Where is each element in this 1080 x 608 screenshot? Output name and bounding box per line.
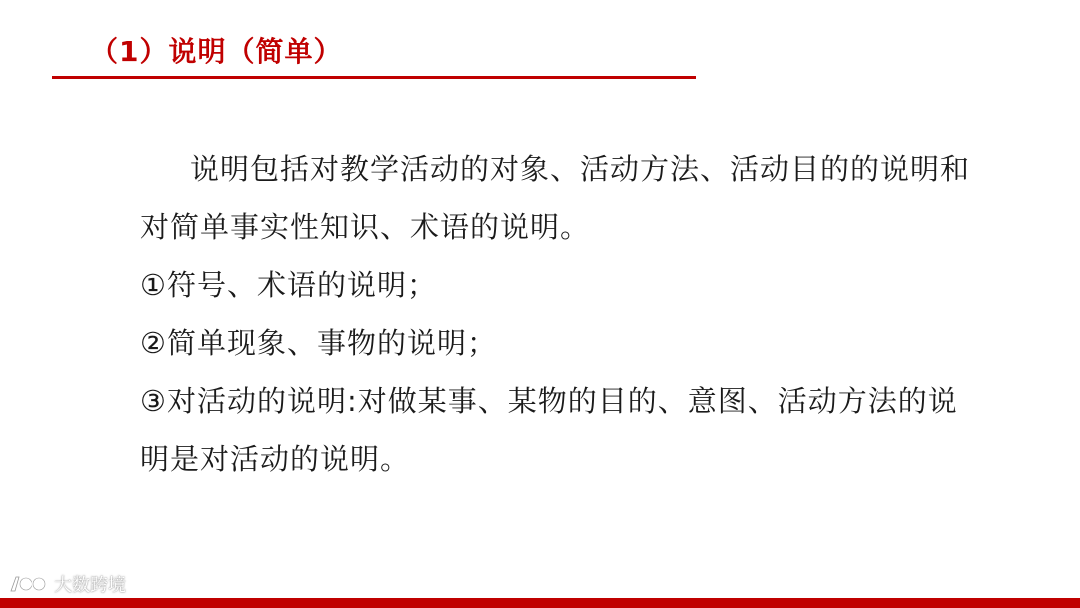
paragraph-intro: 说明包括对教学活动的对象、活动方法、活动目的的说明和对简单事实性知识、术语的说明。	[140, 152, 971, 244]
paragraph-item-3: ③对活动的说明:对做某事、某物的目的、意图、活动方法的说明是对活动的说明。	[140, 384, 958, 476]
watermark	[8, 572, 126, 596]
paragraph-item-2: ②简单现象、事物的说明；	[140, 326, 497, 360]
logo-icon	[8, 573, 48, 595]
slide-body	[140, 140, 970, 488]
paragraph-item-1: ①符号、术语的说明；	[140, 268, 437, 302]
bottom-bar	[0, 598, 1080, 608]
title-underline	[52, 76, 696, 79]
slide-title: （1）说明（简单）	[90, 35, 343, 68]
watermark-text: 大数跨境	[54, 575, 126, 596]
